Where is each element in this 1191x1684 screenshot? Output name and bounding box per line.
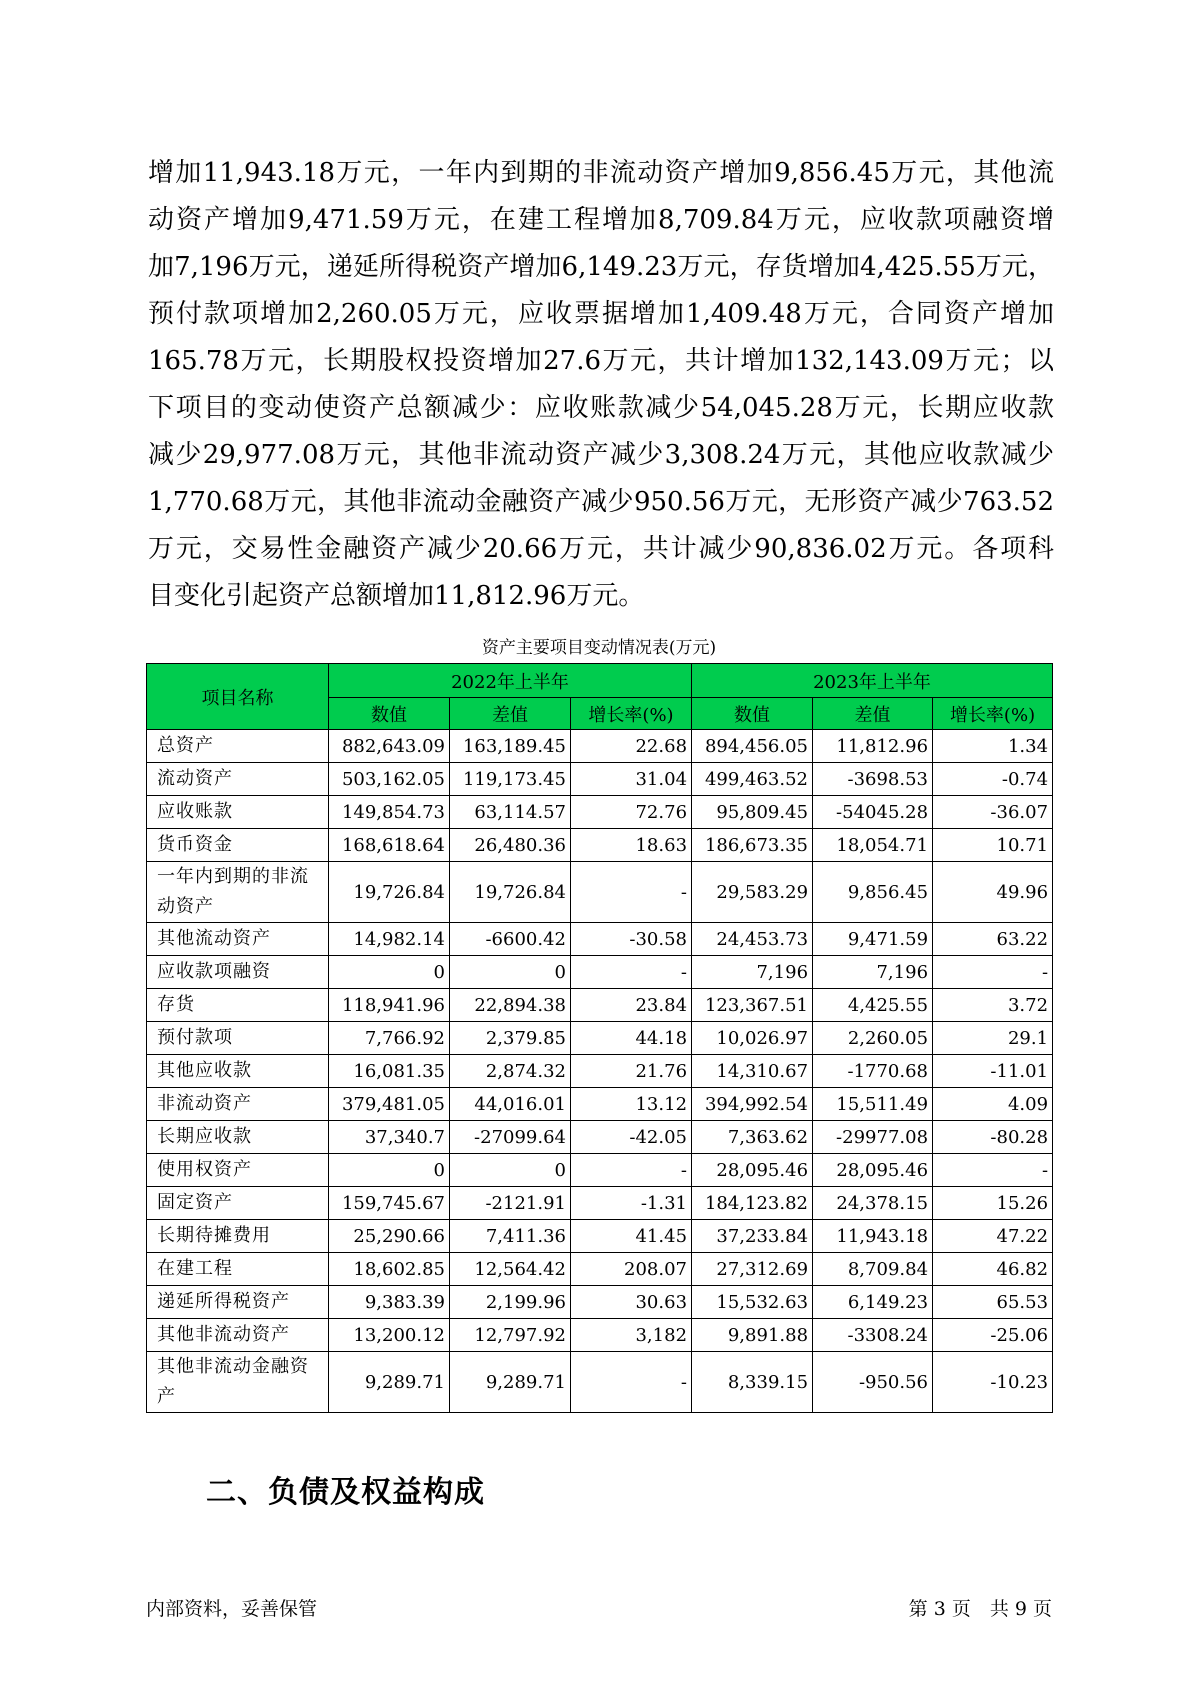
value-2022-cell: 13,200.12 <box>329 1319 450 1352</box>
table-caption: 资产主要项目变动情况表(万元) <box>481 638 717 658</box>
growth-2023-cell: - <box>933 1154 1053 1187</box>
diff-2023-cell: 15,511.49 <box>813 1088 933 1121</box>
value-2022-cell: 16,081.35 <box>329 1055 450 1088</box>
diff-2023-cell: 2,260.05 <box>813 1022 933 1055</box>
value-2022-cell: 149,854.73 <box>329 796 450 829</box>
value-2023-cell: 10,026.97 <box>692 1022 813 1055</box>
growth-2022-cell: 72.76 <box>571 796 692 829</box>
growth-2022-cell: 30.63 <box>571 1286 692 1319</box>
growth-2023-cell: 49.96 <box>933 862 1053 923</box>
growth-2022-cell: 3,182 <box>571 1319 692 1352</box>
diff-2023-cell: 28,095.46 <box>813 1154 933 1187</box>
diff-2022-cell: 63,114.57 <box>450 796 571 829</box>
diff-2022-cell: -27099.64 <box>450 1121 571 1154</box>
paragraph-line: 目变化引起资产总额增加11,812.96万元。 <box>148 581 645 611</box>
diff-2022-cell: -6600.42 <box>450 923 571 956</box>
growth-2023-cell: -36.07 <box>933 796 1053 829</box>
item-name-cell: 其他流动资产 <box>147 923 329 956</box>
item-name-cell: 存货 <box>147 989 329 1022</box>
diff-2022-cell: 0 <box>450 956 571 989</box>
value-2023-cell: 184,123.82 <box>692 1187 813 1220</box>
diff-2022-cell: 119,173.45 <box>450 763 571 796</box>
diff-2023-cell: -1770.68 <box>813 1055 933 1088</box>
value-2023-cell: 14,310.67 <box>692 1055 813 1088</box>
table-row <box>147 829 1053 862</box>
value-2022-cell: 9,289.71 <box>329 1352 450 1413</box>
growth-2023-cell: 29.1 <box>933 1022 1053 1055</box>
item-name-cell: 其他非流动资产 <box>147 1319 329 1352</box>
growth-2022-cell: 21.76 <box>571 1055 692 1088</box>
value-2022-cell: 25,290.66 <box>329 1220 450 1253</box>
growth-2022-cell: 22.68 <box>571 730 692 763</box>
header-diff-2023: 差值 <box>813 698 933 730</box>
table-row <box>147 1253 1053 1286</box>
item-name-cell: 货币资金 <box>147 829 329 862</box>
growth-2023-cell: 47.22 <box>933 1220 1053 1253</box>
growth-2022-cell: - <box>571 1352 692 1413</box>
item-name-cell: 应收账款 <box>147 796 329 829</box>
table-header-row <box>147 664 1053 698</box>
diff-2022-cell: 12,797.92 <box>450 1319 571 1352</box>
item-name-cell: 固定资产 <box>147 1187 329 1220</box>
growth-2022-cell: 41.45 <box>571 1220 692 1253</box>
item-name-cell: 递延所得税资产 <box>147 1286 329 1319</box>
growth-2023-cell: 63.22 <box>933 923 1053 956</box>
diff-2022-cell: -2121.91 <box>450 1187 571 1220</box>
growth-2023-cell: 15.26 <box>933 1187 1053 1220</box>
value-2023-cell: 9,891.88 <box>692 1319 813 1352</box>
diff-2023-cell: -3698.53 <box>813 763 933 796</box>
table-row <box>147 1055 1053 1088</box>
item-name-cell: 长期待摊费用 <box>147 1220 329 1253</box>
paragraph-line: 下项目的变动使资产总额减少：应收账款减少54,045.28万元，长期应收款 <box>148 393 1054 423</box>
diff-2022-cell: 7,411.36 <box>450 1220 571 1253</box>
value-2023-cell: 95,809.45 <box>692 796 813 829</box>
value-2023-cell: 7,363.62 <box>692 1121 813 1154</box>
value-2023-cell: 27,312.69 <box>692 1253 813 1286</box>
growth-2022-cell: -30.58 <box>571 923 692 956</box>
growth-2023-cell: -11.01 <box>933 1055 1053 1088</box>
value-2023-cell: 15,532.63 <box>692 1286 813 1319</box>
header-diff-2022: 差值 <box>450 698 571 730</box>
growth-2023-cell: -10.23 <box>933 1352 1053 1413</box>
diff-2022-cell: 0 <box>450 1154 571 1187</box>
growth-2023-cell: 3.72 <box>933 989 1053 1022</box>
value-2022-cell: 882,643.09 <box>329 730 450 763</box>
diff-2023-cell: 7,196 <box>813 956 933 989</box>
item-name-cell: 一年内到期的非流动资产 <box>147 862 329 923</box>
diff-2023-cell: 9,856.45 <box>813 862 933 923</box>
growth-2023-cell: -25.06 <box>933 1319 1053 1352</box>
table-row <box>147 763 1053 796</box>
growth-2022-cell: - <box>571 1154 692 1187</box>
diff-2023-cell: -3308.24 <box>813 1319 933 1352</box>
value-2023-cell: 7,196 <box>692 956 813 989</box>
item-name-cell: 长期应收款 <box>147 1121 329 1154</box>
paragraph-line: 预付款项增加2,260.05万元，应收票据增加1,409.48万元，合同资产增加 <box>148 299 1054 329</box>
diff-2022-cell: 12,564.42 <box>450 1253 571 1286</box>
diff-2023-cell: 11,812.96 <box>813 730 933 763</box>
value-2022-cell: 0 <box>329 1154 450 1187</box>
value-2023-cell: 394,992.54 <box>692 1088 813 1121</box>
value-2023-cell: 123,367.51 <box>692 989 813 1022</box>
value-2023-cell: 186,673.35 <box>692 829 813 862</box>
header-value-2023: 数值 <box>692 698 813 730</box>
diff-2022-cell: 22,894.38 <box>450 989 571 1022</box>
diff-2023-cell: 9,471.59 <box>813 923 933 956</box>
value-2022-cell: 9,383.39 <box>329 1286 450 1319</box>
growth-2023-cell: 10.71 <box>933 829 1053 862</box>
growth-2022-cell: -42.05 <box>571 1121 692 1154</box>
asset-change-table <box>146 663 1053 1413</box>
growth-2023-cell: 1.34 <box>933 730 1053 763</box>
paragraph-line: 1,770.68万元，其他非流动金融资产减少950.56万元，无形资产减少763.52 <box>148 487 1054 517</box>
table-row <box>147 730 1053 763</box>
table-row <box>147 1022 1053 1055</box>
table-row <box>147 923 1053 956</box>
value-2023-cell: 8,339.15 <box>692 1352 813 1413</box>
diff-2022-cell: 2,199.96 <box>450 1286 571 1319</box>
table-row <box>147 1286 1053 1319</box>
header-period-2023: 2023年上半年 <box>692 664 1053 698</box>
footer-confidential-note: 内部资料，妥善保管 <box>146 1598 318 1620</box>
growth-2022-cell: 208.07 <box>571 1253 692 1286</box>
header-item-name: 项目名称 <box>147 664 329 730</box>
value-2022-cell: 159,745.67 <box>329 1187 450 1220</box>
diff-2022-cell: 19,726.84 <box>450 862 571 923</box>
value-2022-cell: 14,982.14 <box>329 923 450 956</box>
item-name-cell: 非流动资产 <box>147 1088 329 1121</box>
table-row <box>147 1154 1053 1187</box>
value-2022-cell: 37,340.7 <box>329 1121 450 1154</box>
footer-page-number: 第 3 页 共 9 页 <box>908 1598 1052 1620</box>
item-name-cell: 使用权资产 <box>147 1154 329 1187</box>
value-2023-cell: 29,583.29 <box>692 862 813 923</box>
diff-2022-cell: 44,016.01 <box>450 1088 571 1121</box>
diff-2023-cell: 11,943.18 <box>813 1220 933 1253</box>
table-row <box>147 1220 1053 1253</box>
item-name-cell: 应收款项融资 <box>147 956 329 989</box>
growth-2022-cell: - <box>571 956 692 989</box>
diff-2023-cell: 6,149.23 <box>813 1286 933 1319</box>
diff-2023-cell: 4,425.55 <box>813 989 933 1022</box>
diff-2023-cell: -29977.08 <box>813 1121 933 1154</box>
table-row <box>147 1121 1053 1154</box>
value-2022-cell: 118,941.96 <box>329 989 450 1022</box>
value-2022-cell: 379,481.05 <box>329 1088 450 1121</box>
section-heading: 二、负债及权益构成 <box>206 1475 485 1510</box>
value-2022-cell: 19,726.84 <box>329 862 450 923</box>
diff-2023-cell: -950.56 <box>813 1352 933 1413</box>
diff-2023-cell: 24,378.15 <box>813 1187 933 1220</box>
table-row <box>147 1352 1053 1413</box>
growth-2022-cell: 23.84 <box>571 989 692 1022</box>
growth-2023-cell: 46.82 <box>933 1253 1053 1286</box>
table-row <box>147 796 1053 829</box>
table-row <box>147 1088 1053 1121</box>
value-2023-cell: 499,463.52 <box>692 763 813 796</box>
paragraph-line: 动资产增加9,471.59万元，在建工程增加8,709.84万元，应收款项融资增 <box>148 205 1054 235</box>
table-row <box>147 989 1053 1022</box>
value-2022-cell: 18,602.85 <box>329 1253 450 1286</box>
growth-2022-cell: 13.12 <box>571 1088 692 1121</box>
growth-2022-cell: 31.04 <box>571 763 692 796</box>
growth-2023-cell: 4.09 <box>933 1088 1053 1121</box>
diff-2022-cell: 2,379.85 <box>450 1022 571 1055</box>
growth-2022-cell: 18.63 <box>571 829 692 862</box>
value-2022-cell: 168,618.64 <box>329 829 450 862</box>
table-row <box>147 862 1053 923</box>
paragraph-line: 165.78万元，长期股权投资增加27.6万元，共计增加132,143.09万元；以 <box>148 346 1054 376</box>
item-name-cell: 其他非流动金融资产 <box>147 1352 329 1413</box>
table-row <box>147 956 1053 989</box>
value-2022-cell: 7,766.92 <box>329 1022 450 1055</box>
diff-2023-cell: -54045.28 <box>813 796 933 829</box>
diff-2023-cell: 18,054.71 <box>813 829 933 862</box>
growth-2022-cell: - <box>571 862 692 923</box>
header-growth-2023: 增长率(%) <box>933 698 1053 730</box>
growth-2023-cell: - <box>933 956 1053 989</box>
table-row <box>147 1319 1053 1352</box>
value-2022-cell: 503,162.05 <box>329 763 450 796</box>
diff-2023-cell: 8,709.84 <box>813 1253 933 1286</box>
diff-2022-cell: 9,289.71 <box>450 1352 571 1413</box>
growth-2023-cell: 65.53 <box>933 1286 1053 1319</box>
diff-2022-cell: 163,189.45 <box>450 730 571 763</box>
table-row <box>147 1187 1053 1220</box>
value-2023-cell: 894,456.05 <box>692 730 813 763</box>
paragraph-line: 万元，交易性金融资产减少20.66万元，共计减少90,836.02万元。各项科 <box>148 534 1054 564</box>
body-paragraph <box>148 150 1054 620</box>
growth-2022-cell: 44.18 <box>571 1022 692 1055</box>
value-2023-cell: 28,095.46 <box>692 1154 813 1187</box>
diff-2022-cell: 26,480.36 <box>450 829 571 862</box>
item-name-cell: 流动资产 <box>147 763 329 796</box>
growth-2022-cell: -1.31 <box>571 1187 692 1220</box>
value-2023-cell: 24,453.73 <box>692 923 813 956</box>
value-2023-cell: 37,233.84 <box>692 1220 813 1253</box>
header-value-2022: 数值 <box>329 698 450 730</box>
paragraph-line: 减少29,977.08万元，其他非流动资产减少3,308.24万元，其他应收款减少 <box>148 440 1054 470</box>
paragraph-line: 增加11,943.18万元，一年内到期的非流动资产增加9,856.45万元，其他流 <box>148 158 1054 188</box>
value-2022-cell: 0 <box>329 956 450 989</box>
item-name-cell: 总资产 <box>147 730 329 763</box>
item-name-cell: 预付款项 <box>147 1022 329 1055</box>
item-name-cell: 在建工程 <box>147 1253 329 1286</box>
header-period-2022: 2022年上半年 <box>329 664 692 698</box>
growth-2023-cell: -0.74 <box>933 763 1053 796</box>
item-name-cell: 其他应收款 <box>147 1055 329 1088</box>
diff-2022-cell: 2,874.32 <box>450 1055 571 1088</box>
growth-2023-cell: -80.28 <box>933 1121 1053 1154</box>
header-growth-2022: 增长率(%) <box>571 698 692 730</box>
paragraph-line: 加7,196万元，递延所得税资产增加6,149.23万元，存货增加4,425.55万元， <box>148 252 1054 282</box>
